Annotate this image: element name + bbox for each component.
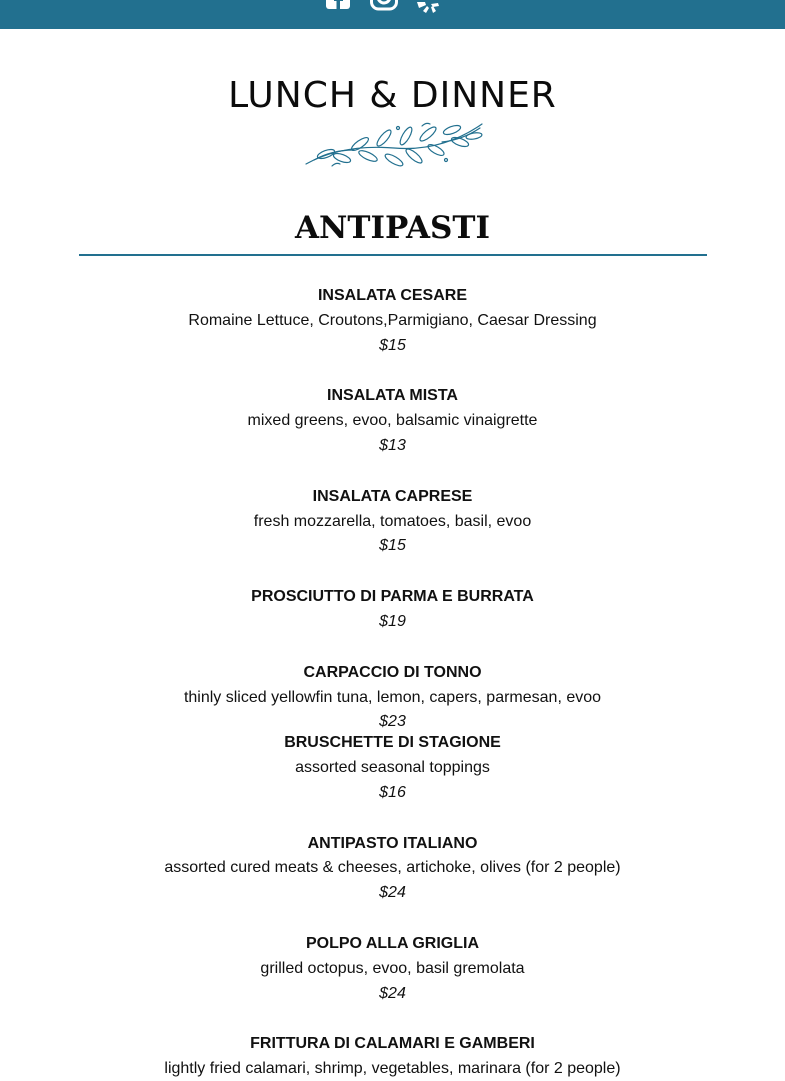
menu-item-price: $16	[379, 784, 406, 801]
leaf-flourish-icon	[302, 120, 486, 172]
menu-item-description: mixed greens, evoo, balsamic vinaigrette	[247, 412, 538, 429]
instagram-icon[interactable]	[369, 0, 399, 14]
menu-item-price: $19	[379, 613, 406, 630]
menu-item-description: assorted cured meats & cheeses, artichoke, olives (for 2 people)	[164, 859, 621, 876]
menu-item-name: PROSCIUTTO DI PARMA E BURRATA	[251, 588, 534, 605]
menu-item-price: $15	[379, 337, 406, 354]
menu-item-name: INSALATA MISTA	[327, 387, 458, 404]
menu-item-name: ANTIPASTO ITALIANO	[307, 835, 478, 852]
facebook-icon[interactable]	[324, 0, 354, 14]
menu-item-name: BRUSCHETTE DI STAGIONE	[284, 734, 501, 751]
menu-item-description: Romaine Lettuce, Croutons,Parmigiano, Caesar Dressing	[188, 312, 597, 329]
menu-item-price: $13	[379, 437, 406, 454]
section-divider	[79, 254, 707, 256]
menu-item-name: CARPACCIO DI TONNO	[303, 664, 482, 681]
page-title: LUNCH & DINNER	[228, 75, 557, 116]
menu-item-name: INSALATA CAPRESE	[312, 488, 473, 505]
menu-item-description: grilled octopus, evoo, basil gremolata	[260, 960, 525, 977]
menu-item-price: $15	[379, 537, 406, 554]
menu-item-price: $24	[379, 985, 406, 1002]
menu-item-description: thinly sliced yellowfin tuna, lemon, capers, parmesan, evoo	[183, 689, 602, 706]
section-title: ANTIPASTI	[294, 210, 491, 246]
menu-item-name: POLPO ALLA GRIGLIA	[305, 935, 480, 952]
menu-item-name: INSALATA CESARE	[317, 287, 468, 304]
menu-item-price: $23	[379, 713, 406, 730]
menu-item-name: FRITTURA DI CALAMARI E GAMBERI	[250, 1035, 535, 1052]
top-bar	[0, 0, 785, 29]
menu-item-description: lightly fried calamari, shrimp, vegetables, marinara (for 2 people)	[164, 1060, 621, 1077]
menu-item-price: $24	[379, 884, 406, 901]
yelp-icon[interactable]	[414, 0, 444, 14]
menu-item-description: assorted seasonal toppings	[295, 759, 490, 776]
menu-item-description: fresh mozzarella, tomatoes, basil, evoo	[253, 513, 532, 530]
